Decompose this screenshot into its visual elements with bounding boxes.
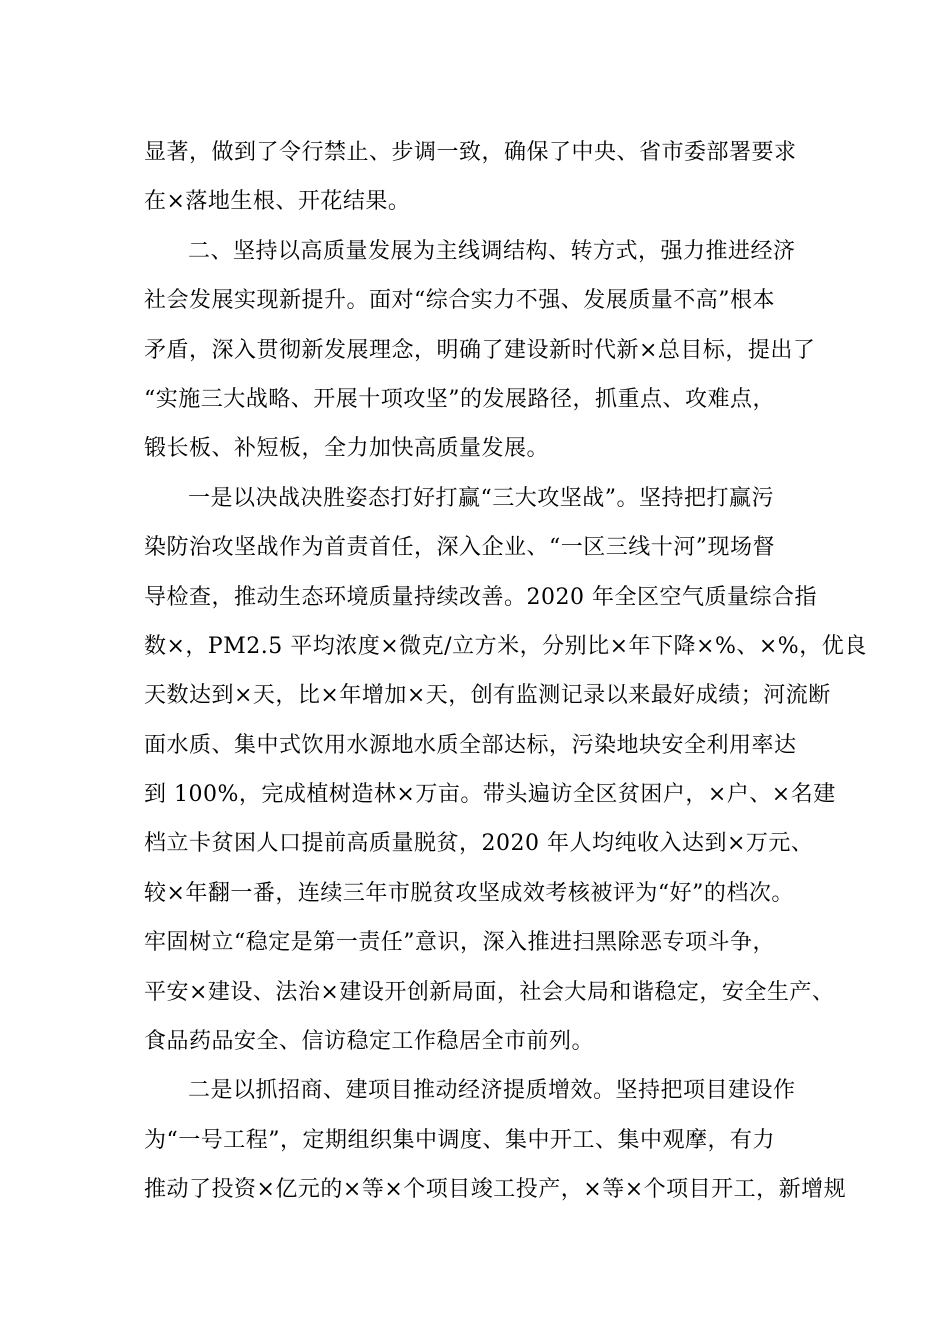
text-line: 二、坚持以高质量发展为主线调结构、转方式，强力推进经济 — [188, 238, 796, 264]
text-line: 推动了投资×亿元的×等×个项目竣工投产，×等×个项目开工，新增规 — [144, 1177, 847, 1203]
text-line: 染防治攻坚战作为首责首任，深入企业、“一区三线十河”现场督 — [144, 535, 775, 561]
text-line: 天数达到×天，比×年增加×天，创有监测记录以来最好成绩；河流断 — [144, 683, 831, 709]
text-line: 为“一号工程”，定期组织集中调度、集中开工、集中观摩，有力 — [144, 1127, 775, 1153]
text-line: 面水质、集中式饮用水源地水质全部达标，污染地块安全利用率达 — [144, 732, 797, 758]
text-line: 显著，做到了令行禁止、步调一致，确保了中央、省市委部署要求 — [144, 140, 797, 165]
text-line: 社会发展实现新提升。面对“综合实力不强、发展质量不高”根本 — [144, 288, 775, 314]
text-line: 到 100%，完成植树造林×万亩。带头遍访全区贫困户，×户、×名建 — [144, 782, 836, 808]
text-line: 平安×建设、法治×建设开创新局面，社会大局和谐稳定，安全生产、 — [144, 979, 835, 1005]
text-line: “实施三大战略、开展十项攻坚”的发展路径，抓重点、攻难点， — [144, 386, 775, 412]
document-body — [144, 128, 867, 1215]
text-line: 一是以决战决胜姿态打好打赢“三大攻坚战”。坚持把打赢污 — [188, 485, 774, 511]
text-line: 食品药品安全、信访稳定工作稳居全市前列。 — [144, 1029, 595, 1055]
text-line: 数×，PM2.5 平均浓度×微克/立方米，分别比×年下降×%、×%，优良 — [144, 633, 867, 659]
text-line: 在×落地生根、开花结果。 — [144, 189, 411, 215]
text-line: 导检查，推动生态环境质量持续改善。2020 年全区空气质量综合指 — [144, 584, 817, 610]
text-line: 牢固树立“稳定是第一责任”意识，深入推进扫黑除恶专项斗争， — [144, 930, 775, 956]
text-line: 档立卡贫困人口提前高质量脱贫，2020 年人均纯收入达到×万元、 — [144, 831, 814, 857]
text-line: 较×年翻一番，连续三年市脱贫攻坚成效考核被评为“好”的档次。 — [144, 880, 794, 906]
text-line: 锻长板、补短板，全力加快高质量发展。 — [144, 436, 550, 462]
text-line: 二是以抓招商、建项目推动经济提质增效。坚持把项目建设作 — [188, 1078, 796, 1104]
text-line: 矛盾，深入贯彻新发展理念，明确了建设新时代新×总目标，提出了 — [144, 337, 816, 363]
